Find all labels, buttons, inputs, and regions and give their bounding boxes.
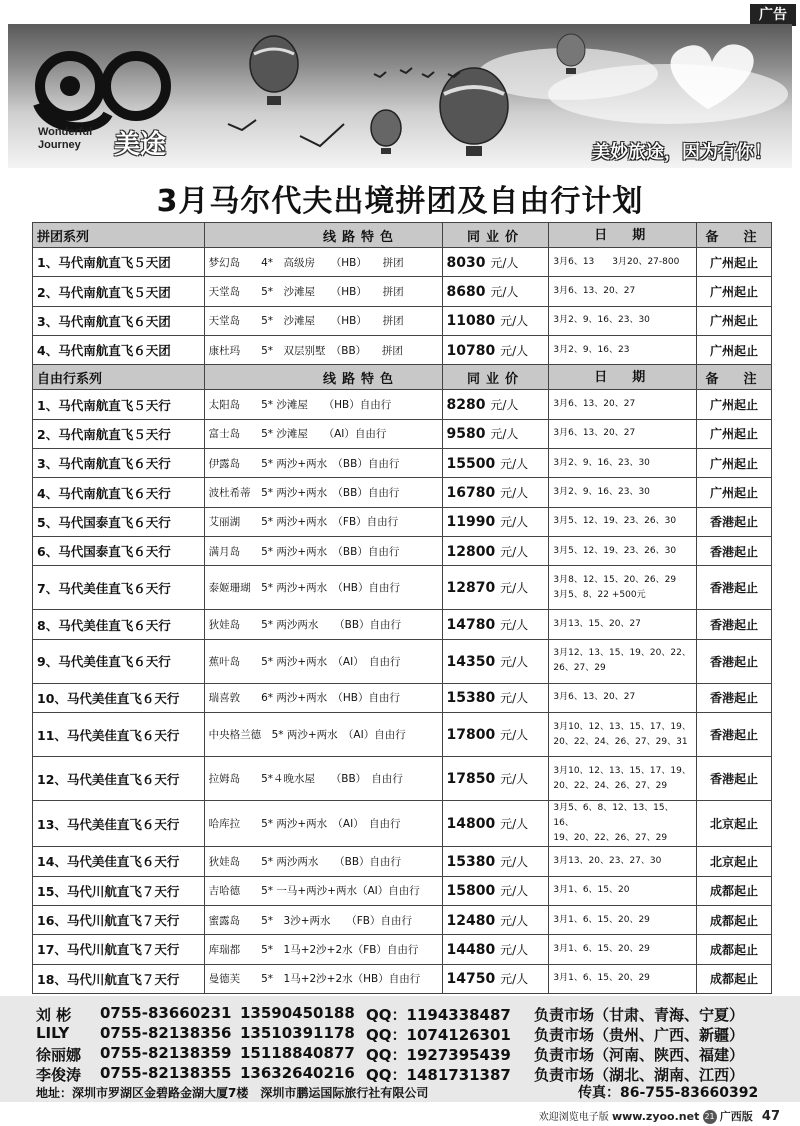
route-feature: 泰姬珊瑚 5* 两沙+两水 （HB）自由行 xyxy=(204,566,442,610)
price-value: 12870 xyxy=(446,580,496,597)
route-name: 13、马代美佳直飞６天行 xyxy=(33,801,205,847)
route-name: 12、马代美佳直飞６天行 xyxy=(33,757,205,801)
route-feature: 伊露岛 5* 两沙+两水 （BB）自由行 xyxy=(204,449,442,478)
route-name: 4、马代南航直飞６天团 xyxy=(33,336,205,365)
table-row xyxy=(33,277,772,306)
departure-note: 广州起止 xyxy=(697,248,772,277)
price-value: 12480 xyxy=(446,912,496,929)
date-line: 3月8、12、15、20、26、29 xyxy=(553,574,677,585)
fax: 传真：86-755-83660392 xyxy=(578,1085,759,1101)
route-feature: 康杜玛 5* 双层别墅 （BB） 拼团 xyxy=(204,336,442,365)
date-header: 日 期 xyxy=(549,223,697,248)
contacts-panel xyxy=(0,996,800,1102)
price-value: 15380 xyxy=(446,690,496,707)
price-unit: 元/人 xyxy=(500,817,529,832)
price-unit: 元/人 xyxy=(500,343,529,358)
date-cell xyxy=(549,801,697,847)
feature-header: 线路特色 xyxy=(204,365,442,390)
contact-name: LILY xyxy=(36,1024,70,1042)
table-row xyxy=(33,713,772,757)
price-cell xyxy=(442,876,549,905)
route-feature: 哈库拉 5* 两沙+两水 （AI） 自由行 xyxy=(204,801,442,847)
price-cell xyxy=(442,683,549,712)
table-row xyxy=(33,449,772,478)
price-cell xyxy=(442,639,549,683)
route-feature: 满月岛 5* 两沙+两水 （BB）自由行 xyxy=(204,537,442,566)
contact-market: 负责市场（河南、陕西、福建） xyxy=(534,1046,745,1064)
table-row xyxy=(33,639,772,683)
logo-english xyxy=(38,126,92,152)
contact-phone[interactable]: 0755-83660231 xyxy=(100,1004,232,1022)
route-feature: 艾丽湖 5* 两沙+两水 （FB）自由行 xyxy=(204,507,442,536)
table-row xyxy=(33,336,772,365)
price-value: 14800 xyxy=(446,816,496,833)
date-cell xyxy=(549,905,697,934)
route-feature: 天堂岛 5* 沙滩屋 （HB） 拼团 xyxy=(204,306,442,335)
table-row xyxy=(33,537,772,566)
price-unit: 元/人 xyxy=(500,942,529,957)
price-unit: 元/人 xyxy=(490,255,519,270)
date-line: 3月6、13、20、27 xyxy=(553,286,636,297)
route-name: 1、马代南航直飞５天行 xyxy=(33,390,205,419)
route-name: 3、马代南航直飞６天团 xyxy=(33,306,205,335)
price-cell xyxy=(442,248,549,277)
departure-note: 香港起止 xyxy=(697,757,772,801)
price-value: 8680 xyxy=(446,284,486,301)
price-unit: 元/人 xyxy=(500,314,529,329)
contact-name: 刘 彬 xyxy=(36,1006,72,1024)
logo-english-line2: Journey xyxy=(38,139,81,151)
route-feature: 蜜露岛 5* 3沙+两水 （FB）自由行 xyxy=(204,905,442,934)
feature-header: 线路特色 xyxy=(204,223,442,248)
departure-note: 香港起止 xyxy=(697,610,772,639)
date-cell xyxy=(549,964,697,993)
table-row xyxy=(33,847,772,876)
contact-row xyxy=(0,1004,800,1024)
price-cell xyxy=(442,478,549,507)
date-cell xyxy=(549,478,697,507)
banner xyxy=(8,24,792,168)
date-cell xyxy=(549,390,697,419)
route-feature: 拉姆岛 5*４晚水屋 （BB） 自由行 xyxy=(204,757,442,801)
ad-tag: 广告 xyxy=(750,4,796,26)
price-unit: 元/人 xyxy=(500,581,529,596)
edition-badge-icon: 21 xyxy=(703,1110,717,1124)
departure-note: 香港起止 xyxy=(697,507,772,536)
date-line: 20、22、24、26、27、29 xyxy=(553,780,668,791)
date-line: 3月13、15、20、27 xyxy=(553,619,641,630)
table-row xyxy=(33,610,772,639)
contact-market: 负责市场（甘肃、青海、宁夏） xyxy=(534,1006,745,1024)
contact-qq: QQ：1074126301 xyxy=(366,1026,511,1044)
route-name: 1、马代南航直飞５天团 xyxy=(33,248,205,277)
date-cell xyxy=(549,847,697,876)
date-cell xyxy=(549,683,697,712)
price-value: 14780 xyxy=(446,617,496,634)
price-value: 11080 xyxy=(446,313,496,330)
date-cell xyxy=(549,277,697,306)
date-line: 3月5、8、22 +500元 xyxy=(553,589,646,600)
departure-note: 北京起止 xyxy=(697,847,772,876)
price-cell xyxy=(442,336,549,365)
date-cell xyxy=(549,537,697,566)
route-feature: 吉哈德 5* 一马+两沙+两水（AI）自由行 xyxy=(204,876,442,905)
price-value: 14350 xyxy=(446,653,496,670)
contact-market: 负责市场（湖北、湖南、江西） xyxy=(534,1066,745,1084)
price-cell xyxy=(442,449,549,478)
route-feature: 瑞喜敦 6* 两沙+两水 （HB）自由行 xyxy=(204,683,442,712)
departure-note: 香港起止 xyxy=(697,713,772,757)
table-row xyxy=(33,964,772,993)
price-cell xyxy=(442,419,549,448)
price-unit: 元/人 xyxy=(500,515,529,530)
contact-qq: QQ：1481731387 xyxy=(366,1066,511,1084)
price-value: 15800 xyxy=(446,883,496,900)
note-header: 备 注 xyxy=(697,365,772,390)
route-name: 4、马代南航直飞６天行 xyxy=(33,478,205,507)
contact-name: 李俊涛 xyxy=(36,1066,82,1084)
price-unit: 元/人 xyxy=(500,654,529,669)
date-cell xyxy=(549,610,697,639)
route-name: 9、马代美佳直飞６天行 xyxy=(33,639,205,683)
date-cell xyxy=(549,757,697,801)
address: 地址：深圳市罗湖区金碧路金湖大厦7楼 深圳市鹏运国际旅行社有限公司 xyxy=(36,1086,429,1100)
table-row xyxy=(33,248,772,277)
price-value: 12800 xyxy=(446,543,496,560)
price-cell xyxy=(442,713,549,757)
departure-note: 香港起止 xyxy=(697,566,772,610)
free_header-row xyxy=(33,365,772,390)
balloon-icon xyxy=(250,36,298,105)
route-name: 17、马代川航直飞７天行 xyxy=(33,935,205,964)
contact-market: 负责市场（贵州、广西、新疆） xyxy=(534,1026,745,1044)
route-feature: 狄娃岛 5* 两沙两水 （BB）自由行 xyxy=(204,847,442,876)
page-number: 47 xyxy=(761,1109,780,1124)
route-name: 16、马代川航直飞７天行 xyxy=(33,905,205,934)
route-name: 7、马代美佳直飞６天行 xyxy=(33,566,205,610)
route-feature: 中央格兰德 5* 两沙+两水 （AI）自由行 xyxy=(204,713,442,757)
contact-mobile[interactable]: 13590450188 xyxy=(240,1004,355,1022)
route-name: 15、马代川航直飞７天行 xyxy=(33,876,205,905)
contact-qq: QQ：1194338487 xyxy=(366,1006,511,1024)
price-unit: 元/人 xyxy=(500,486,529,501)
date-cell xyxy=(549,566,697,610)
departure-note: 成都起止 xyxy=(697,964,772,993)
route-name: 2、马代南航直飞５天行 xyxy=(33,419,205,448)
table-row xyxy=(33,507,772,536)
contact-mobile[interactable]: 13632640216 xyxy=(240,1064,355,1082)
price-unit: 元/人 xyxy=(500,728,529,743)
date-line: 20、22、24、26、27、29、31 xyxy=(553,736,688,747)
contact-phone[interactable]: 0755-82138355 xyxy=(100,1064,232,1082)
date-line: 3月6、13、20、27 xyxy=(553,399,636,410)
departure-note: 广州起止 xyxy=(697,449,772,478)
route-name: 14、马代美佳直飞６天行 xyxy=(33,847,205,876)
date-line: 3月1、6、15、20、29 xyxy=(553,943,650,954)
contact-mobile[interactable]: 13510391178 xyxy=(240,1024,355,1042)
route-feature: 波杜希蒂 5* 两沙+两水 （BB）自由行 xyxy=(204,478,442,507)
departure-note: 广州起止 xyxy=(697,478,772,507)
date-line: 3月10、12、13、15、17、19、 xyxy=(553,765,691,776)
date-cell xyxy=(549,507,697,536)
departure-note: 广州起止 xyxy=(697,336,772,365)
price-unit: 元/人 xyxy=(490,398,519,413)
date-line: 3月2、9、16、23 xyxy=(553,344,630,355)
departure-note: 广州起止 xyxy=(697,277,772,306)
date-line: 3月1、6、15、20 xyxy=(553,885,630,896)
series-header: 拼团系列 xyxy=(33,223,205,248)
price-value: 16780 xyxy=(446,485,496,502)
price-unit: 元/人 xyxy=(500,618,529,633)
date-line: 3月6、13、20、27 xyxy=(553,692,636,703)
table-row xyxy=(33,876,772,905)
date-line: 3月12、13、15、19、20、22、 xyxy=(553,648,691,659)
price-cell xyxy=(442,935,549,964)
route-name: 2、马代南航直飞５天团 xyxy=(33,277,205,306)
departure-note: 成都起止 xyxy=(697,905,772,934)
departure-note: 成都起止 xyxy=(697,876,772,905)
price-cell xyxy=(442,306,549,335)
price-value: 11990 xyxy=(446,514,496,531)
price-cell xyxy=(442,610,549,639)
route-name: 3、马代南航直飞６天行 xyxy=(33,449,205,478)
price-unit: 元/人 xyxy=(500,854,529,869)
note-header: 备 注 xyxy=(697,223,772,248)
date-header: 日 期 xyxy=(549,365,697,390)
contact-name: 徐丽娜 xyxy=(36,1046,82,1064)
date-cell xyxy=(549,713,697,757)
footer-site-link[interactable]: www.zyoo.net xyxy=(611,1110,700,1123)
footer-welcome: 欢迎浏览电子版 xyxy=(538,1112,609,1123)
date-cell xyxy=(549,248,697,277)
series-header: 自由行系列 xyxy=(33,365,205,390)
price-cell xyxy=(442,757,549,801)
date-line: 26、27、29 xyxy=(553,663,606,674)
route-name: 10、马代美佳直飞６天行 xyxy=(33,683,205,712)
contact-row xyxy=(0,1024,800,1044)
table-row xyxy=(33,306,772,335)
date-line: 3月10、12、13、15、17、19、 xyxy=(553,721,691,732)
price-unit: 元/人 xyxy=(500,884,529,899)
route-feature: 太阳岛 5* 沙滩屋 （HB）自由行 xyxy=(204,390,442,419)
price-value: 15500 xyxy=(446,455,496,472)
logo-icon xyxy=(38,56,166,127)
route-name: 11、马代美佳直飞６天行 xyxy=(33,713,205,757)
balloon-icon xyxy=(371,110,401,154)
date-cell xyxy=(549,419,697,448)
page-title: 3月马尔代夫出境拼团及自由行计划 xyxy=(156,184,644,219)
contact-row xyxy=(0,1064,800,1084)
contact-mobile[interactable]: 15118840877 xyxy=(240,1044,355,1062)
date-line: 3月2、9、16、23、30 xyxy=(553,487,650,498)
logo-english-line1: Wonderful xyxy=(38,126,93,138)
price-unit: 元/人 xyxy=(500,972,529,987)
route-feature: 富士岛 5* 沙滩屋 （AI）自由行 xyxy=(204,419,442,448)
price-value: 17850 xyxy=(446,771,496,788)
departure-note: 广州起止 xyxy=(697,419,772,448)
slogan: 美妙旅途，因为有你！ xyxy=(592,142,772,163)
contact-phone[interactable]: 0755-82138359 xyxy=(100,1044,232,1062)
price-unit: 元/人 xyxy=(500,691,529,706)
date-cell xyxy=(549,336,697,365)
footer-edition: 广西版 xyxy=(719,1110,753,1123)
date-cell xyxy=(549,449,697,478)
price-cell xyxy=(442,801,549,847)
price-header: 同业价 xyxy=(442,223,549,248)
date-cell xyxy=(549,639,697,683)
price-unit: 元/人 xyxy=(500,544,529,559)
date-line: 19、20、22、26、27、29 xyxy=(553,833,668,844)
date-line: 3月1、6、15、20、29 xyxy=(553,914,650,925)
route-name: 18、马代川航直飞７天行 xyxy=(33,964,205,993)
plans-table xyxy=(32,222,772,994)
price-value: 15380 xyxy=(446,853,496,870)
departure-note: 广州起止 xyxy=(697,390,772,419)
date-line: 3月6、13、20、27 xyxy=(553,428,636,439)
price-cell xyxy=(442,507,549,536)
price-cell xyxy=(442,566,549,610)
route-feature: 蕉叶岛 5* 两沙+两水 （AI） 自由行 xyxy=(204,639,442,683)
price-value: 9580 xyxy=(446,426,486,443)
date-cell xyxy=(549,935,697,964)
date-cell xyxy=(549,306,697,335)
route-name: 6、马代国泰直飞６天行 xyxy=(33,537,205,566)
route-name: 5、马代国泰直飞６天行 xyxy=(33,507,205,536)
date-line: 3月1、6、15、20、29 xyxy=(553,973,650,984)
date-line: 3月2、9、16、23、30 xyxy=(553,457,650,468)
price-value: 14750 xyxy=(446,971,496,988)
price-unit: 元/人 xyxy=(490,285,519,300)
balloon-icon xyxy=(440,68,508,156)
table-row xyxy=(33,390,772,419)
contact-qq: QQ：1927395439 xyxy=(366,1046,511,1064)
price-header: 同业价 xyxy=(442,365,549,390)
table-row xyxy=(33,757,772,801)
table-row xyxy=(33,566,772,610)
route-feature: 狄娃岛 5* 两沙两水 （BB）自由行 xyxy=(204,610,442,639)
departure-note: 成都起止 xyxy=(697,935,772,964)
departure-note: 香港起止 xyxy=(697,639,772,683)
price-cell xyxy=(442,390,549,419)
table-row xyxy=(33,419,772,448)
price-cell xyxy=(442,277,549,306)
price-unit: 元/人 xyxy=(490,427,519,442)
date-line: 3月5、6、8、12、13、15、16、 xyxy=(553,803,674,829)
price-cell xyxy=(442,905,549,934)
route-feature: 天堂岛 5* 沙滩屋 （HB） 拼团 xyxy=(204,277,442,306)
price-unit: 元/人 xyxy=(500,772,529,787)
route-feature: 曼德芙 5* 1马+2沙+2水（HB）自由行 xyxy=(204,964,442,993)
date-line: 3月13、20、23、27、30 xyxy=(553,855,662,866)
departure-note: 广州起止 xyxy=(697,306,772,335)
price-unit: 元/人 xyxy=(500,913,529,928)
route-name: 8、马代美佳直飞６天行 xyxy=(33,610,205,639)
route-feature: 梦幻岛 4* 高级房 （HB） 拼团 xyxy=(204,248,442,277)
date-cell xyxy=(549,876,697,905)
price-cell xyxy=(442,964,549,993)
departure-note: 北京起止 xyxy=(697,801,772,847)
date-line: 3月5、12、19、23、26、30 xyxy=(553,516,677,527)
logo-chinese: 美途 xyxy=(114,130,167,160)
price-value: 8030 xyxy=(446,254,486,271)
price-value: 10780 xyxy=(446,342,496,359)
table-row xyxy=(33,905,772,934)
date-line: 3月6、13 3月20、27-800 xyxy=(553,256,680,267)
departure-note: 香港起止 xyxy=(697,537,772,566)
table-row xyxy=(33,801,772,847)
contact-phone[interactable]: 0755-82138356 xyxy=(100,1024,232,1042)
date-line: 3月5、12、19、23、26、30 xyxy=(553,545,677,556)
table-row xyxy=(33,935,772,964)
price-value: 8280 xyxy=(446,397,486,414)
route-feature: 库瑞都 5* 1马+2沙+2水（FB）自由行 xyxy=(204,935,442,964)
departure-note: 香港起止 xyxy=(697,683,772,712)
price-cell xyxy=(442,537,549,566)
table-row xyxy=(33,478,772,507)
footer xyxy=(539,1108,780,1124)
price-cell xyxy=(442,847,549,876)
price-unit: 元/人 xyxy=(500,456,529,471)
contact-row xyxy=(0,1044,800,1064)
price-value: 17800 xyxy=(446,727,496,744)
date-line: 3月2、9、16、23、30 xyxy=(553,315,650,326)
table-row xyxy=(33,683,772,712)
price-value: 14480 xyxy=(446,941,496,958)
group_header-row xyxy=(33,223,772,248)
